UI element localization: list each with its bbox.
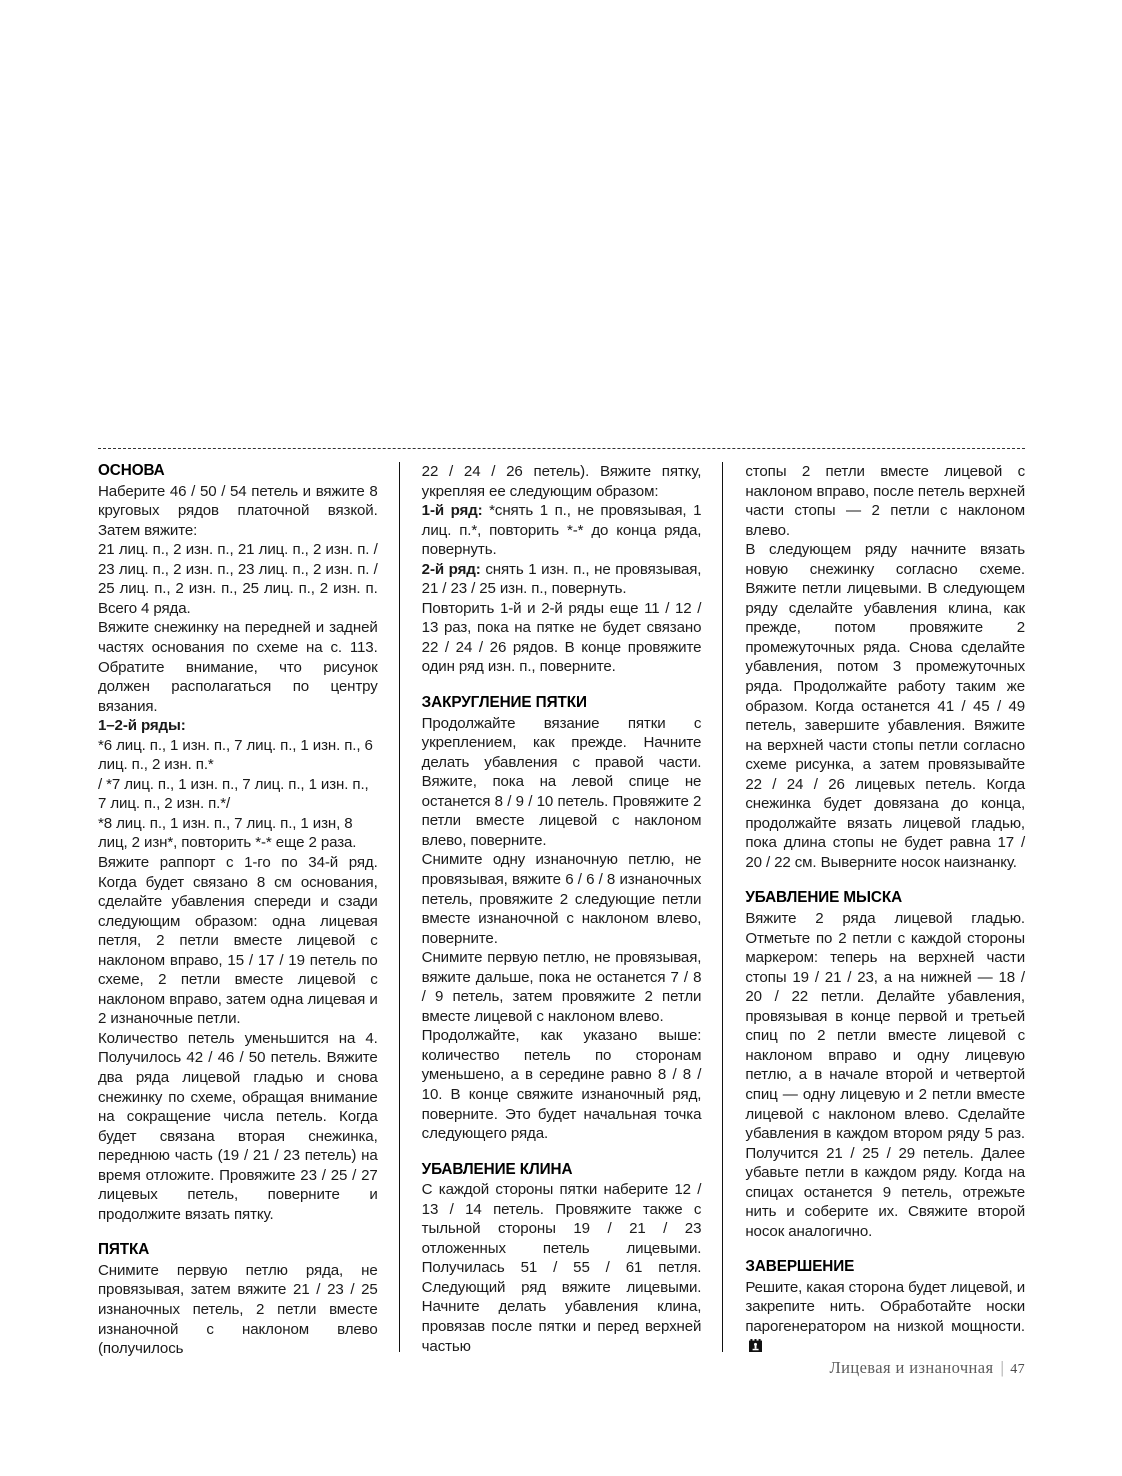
- top-divider-rule: [98, 448, 1025, 449]
- paragraph: В следующем ряду начните вязать новую снежинку согласно схеме. Вяжите петли лицевыми. В следующем ряду сделайте убавления клина, как прежде, потом провяжите 2 промежуточных ряда. Снова сделайте убавления, потом 3 промежуточных ряда. Продолжайте работу таким же образом. Когда останется 41 / 45 / 49 петель, завершите убавления. Вяжите на верхней части стопы петли согласно схеме рисунка, а затем провязывайте 22 / 24 / 26 лицевых петель. Когда снежинка будет довязана до конца, продолжайте вязать лицевой гладью, пока длина стопы не будет равна 17 / 20 / 22 см. Выверните носок наизнанку.: [745, 541, 1026, 871]
- section-heading-pyatka: ПЯТКА: [98, 1241, 150, 1259]
- page-number: 47: [1010, 1362, 1025, 1377]
- footer-section-title: Лицевая и изнаночная: [829, 1358, 994, 1377]
- section-heading-zavershenie: ЗАВЕРШЕНИЕ: [745, 1258, 855, 1276]
- section-heading-osnova: ОСНОВА: [98, 462, 165, 479]
- paragraph: Количество петель уменьшится на 4. Получилось 42 / 46 / 50 петель. Вяжите два ряда лицевой гладью и снова снежинку по схеме, обращая внимание на сокращение числа петель. Когда будет связана вторая снежинка, переднюю часть (19 / 21 / 23 петель) на время отложите. Провяжите 23 / 25 / 27 лицевых петель, поверните и продолжите вязать пятку.: [98, 1029, 378, 1223]
- paragraph: Повторить 1-й и 2-й ряды еще 11 / 12 / 13 раз, пока на пятке не будет связано 22 / 24 / 26 рядов. В конце провяжите один ряд изн. п., поверните.: [421, 599, 702, 676]
- paragraph: 22 / 24 / 26 петель). Вяжите пятку, укрепляя ее следующим образом:: [421, 463, 702, 500]
- paragraph: стопы 2 петли вместе лицевой с наклоном вправо, после петель верхней части стопы — 2 петли с наклоном влево.: [745, 463, 1026, 539]
- section-heading-zakruglenie-pyatki: ЗАКРУГЛЕНИЕ ПЯТКИ: [421, 694, 587, 712]
- paragraph-row-1: [422, 501, 702, 560]
- row-label-2: 2-й ряд:: [421, 560, 481, 578]
- paragraph: Продолжайте вязание пятки с укреплением, как прежде. Начните делать убавления с правой части. Вяжите, пока на левой спице не останется 8 / 9 / 10 петель. Провяжите 2 петли вместе лицевой с наклоном влево, поверните.: [421, 714, 702, 849]
- paragraph: Продолжайте, как указано выше: количество петель по сторонам уменьшено, а в середине равно 8 / 8 / 10. В конце свяжите изнаночный ряд, поверните. Это будет начальная точка следующего ряда.: [421, 1027, 702, 1143]
- paragraph: Вяжите 2 ряда лицевой гладью. Отметьте по 2 петли с каждой стороны маркером: теперь на верхней части стопы 19 / 21 / 23, а на нижней — 18 / 20 / 22 петли. Делайте убавления, провязывая в конце первой и третьей спиц по 2 петли вместе лицевой с наклоном вправо и одну лицевую петлю, а в начале второй и четвертой спиц — одну лицевую и 2 петли вместе лицевой с наклоном влево. Сделайте убавления в каждом втором ряду 5 раз. Получится 21 / 25 / 29 петель. Далее убавьте петли в каждом ряду. Когда на спицах останется 9 петель, отрежьте нить и соберите их. Свяжите второй носок аналогично.: [745, 910, 1026, 1240]
- paragraph-final-text: Решите, какая сторона будет лицевой, и закрепите нить. Обработайте носки парогенератором на низкой мощности.: [745, 1278, 1026, 1336]
- paragraph: Наберите 46 / 50 / 54 петель и вяжите 8 круговых рядов платочной вязкой. Затем вяжите:: [98, 482, 378, 539]
- paragraph: *8 лиц. п., 1 изн. п., 7 лиц. п., 1 изн, 8 лиц, 2 изн*, повторить *-* еще 2 раза.: [98, 814, 357, 852]
- paragraph: 21 лиц. п., 2 изн. п., 21 лиц. п., 2 изн. п. / 23 лиц. п., 2 изн. п., 23 лиц. п., 2 изн. п. / 25 лиц. п., 2 изн. п., 25 лиц. п., 2 изн. п. Всего 4 ряда.: [98, 541, 378, 617]
- subheading-rows-1-2: 1–2-й ряды:: [98, 717, 186, 735]
- paragraph: Снимите первую петлю ряда, не провязывая, затем вяжите 21 / 23 / 25 изнаночных петель, 2 петли вместе изнаночной с наклоном влево (получилось: [98, 1261, 378, 1358]
- paragraph: Вяжите раппорт с 1-го по 34-й ряд. Когда будет связано 8 см основания, сделайте убавления спереди и сзади следующим образом: одна лицевая петля, 2 петли вместе лицевой с наклоном вправо, 15 / 17 / 19 петель по схеме, 2 петли вместе лицевой с наклоном вправо, затем одна лицевая и 2 изнаночные петли.: [98, 853, 378, 1028]
- section-heading-ubavlenie-klina: УБАВЛЕНИЕ КЛИНА: [421, 1160, 573, 1178]
- row-label-1: 1-й ряд:: [421, 502, 483, 520]
- paragraph: / *7 лиц. п., 1 изн. п., 7 лиц. п., 1 изн. п., 7 лиц. п., 2 изн. п.*/: [98, 775, 369, 813]
- steam-iron-icon: [749, 1338, 762, 1351]
- column-2: [399, 462, 702, 1355]
- paragraph-row-2: [422, 560, 702, 599]
- paragraph-final: [745, 1278, 1025, 1356]
- paragraph: С каждой стороны пятки наберите 12 / 13 / 14 петель. Провяжите также с тыльной стороны 19 / 21 / 23 отложенных петель лицевыми. Получилась 51 / 55 / 61 петля. Следующий ряд вяжите лицевыми. Начните делать убавления клина, провязав после пятки и перед верхней частью: [421, 1181, 702, 1355]
- paragraph: Снимите одну изнаночную петлю, не провязывая, вяжите 6 / 6 / 8 изнаночных петель, провяжите 2 следующие петли вместе изнаночной с наклоном влево, поверните.: [421, 851, 702, 947]
- paragraph: Снимите первую петлю, не провязывая, вяжите дальше, пока не останется 7 / 8 / 9 петель, затем провяжите 2 петли вместе лицевой с наклоном влево.: [421, 949, 702, 1025]
- page-footer: [98, 1358, 1025, 1378]
- column-1: [98, 462, 378, 1358]
- paragraph: *6 лиц. п., 1 изн. п., 7 лиц. п., 1 изн. п., 6 лиц. п., 2 изн. п.*: [98, 736, 373, 774]
- footer-separator: |: [1000, 1358, 1005, 1377]
- column-3: [722, 462, 1025, 1352]
- section-heading-ubavlenie-myska: УБАВЛЕНИЕ МЫСКА: [745, 889, 903, 907]
- paragraph: Вяжите снежинку на передней и задней частях основания по схеме на с. 113. Обратите внимание, что рисунок должен располагаться по центру вязания.: [98, 619, 378, 715]
- row-text-2: снять 1 изн. п., не провязывая, 21 / 23 / 25 изн. п., повернуть.: [421, 560, 702, 598]
- article-columns: [98, 462, 1026, 1358]
- row-text-1: *снять 1 п., не провязывая, 1 лиц. п.*, повторить *-* до конца ряда, повернуть.: [421, 502, 702, 559]
